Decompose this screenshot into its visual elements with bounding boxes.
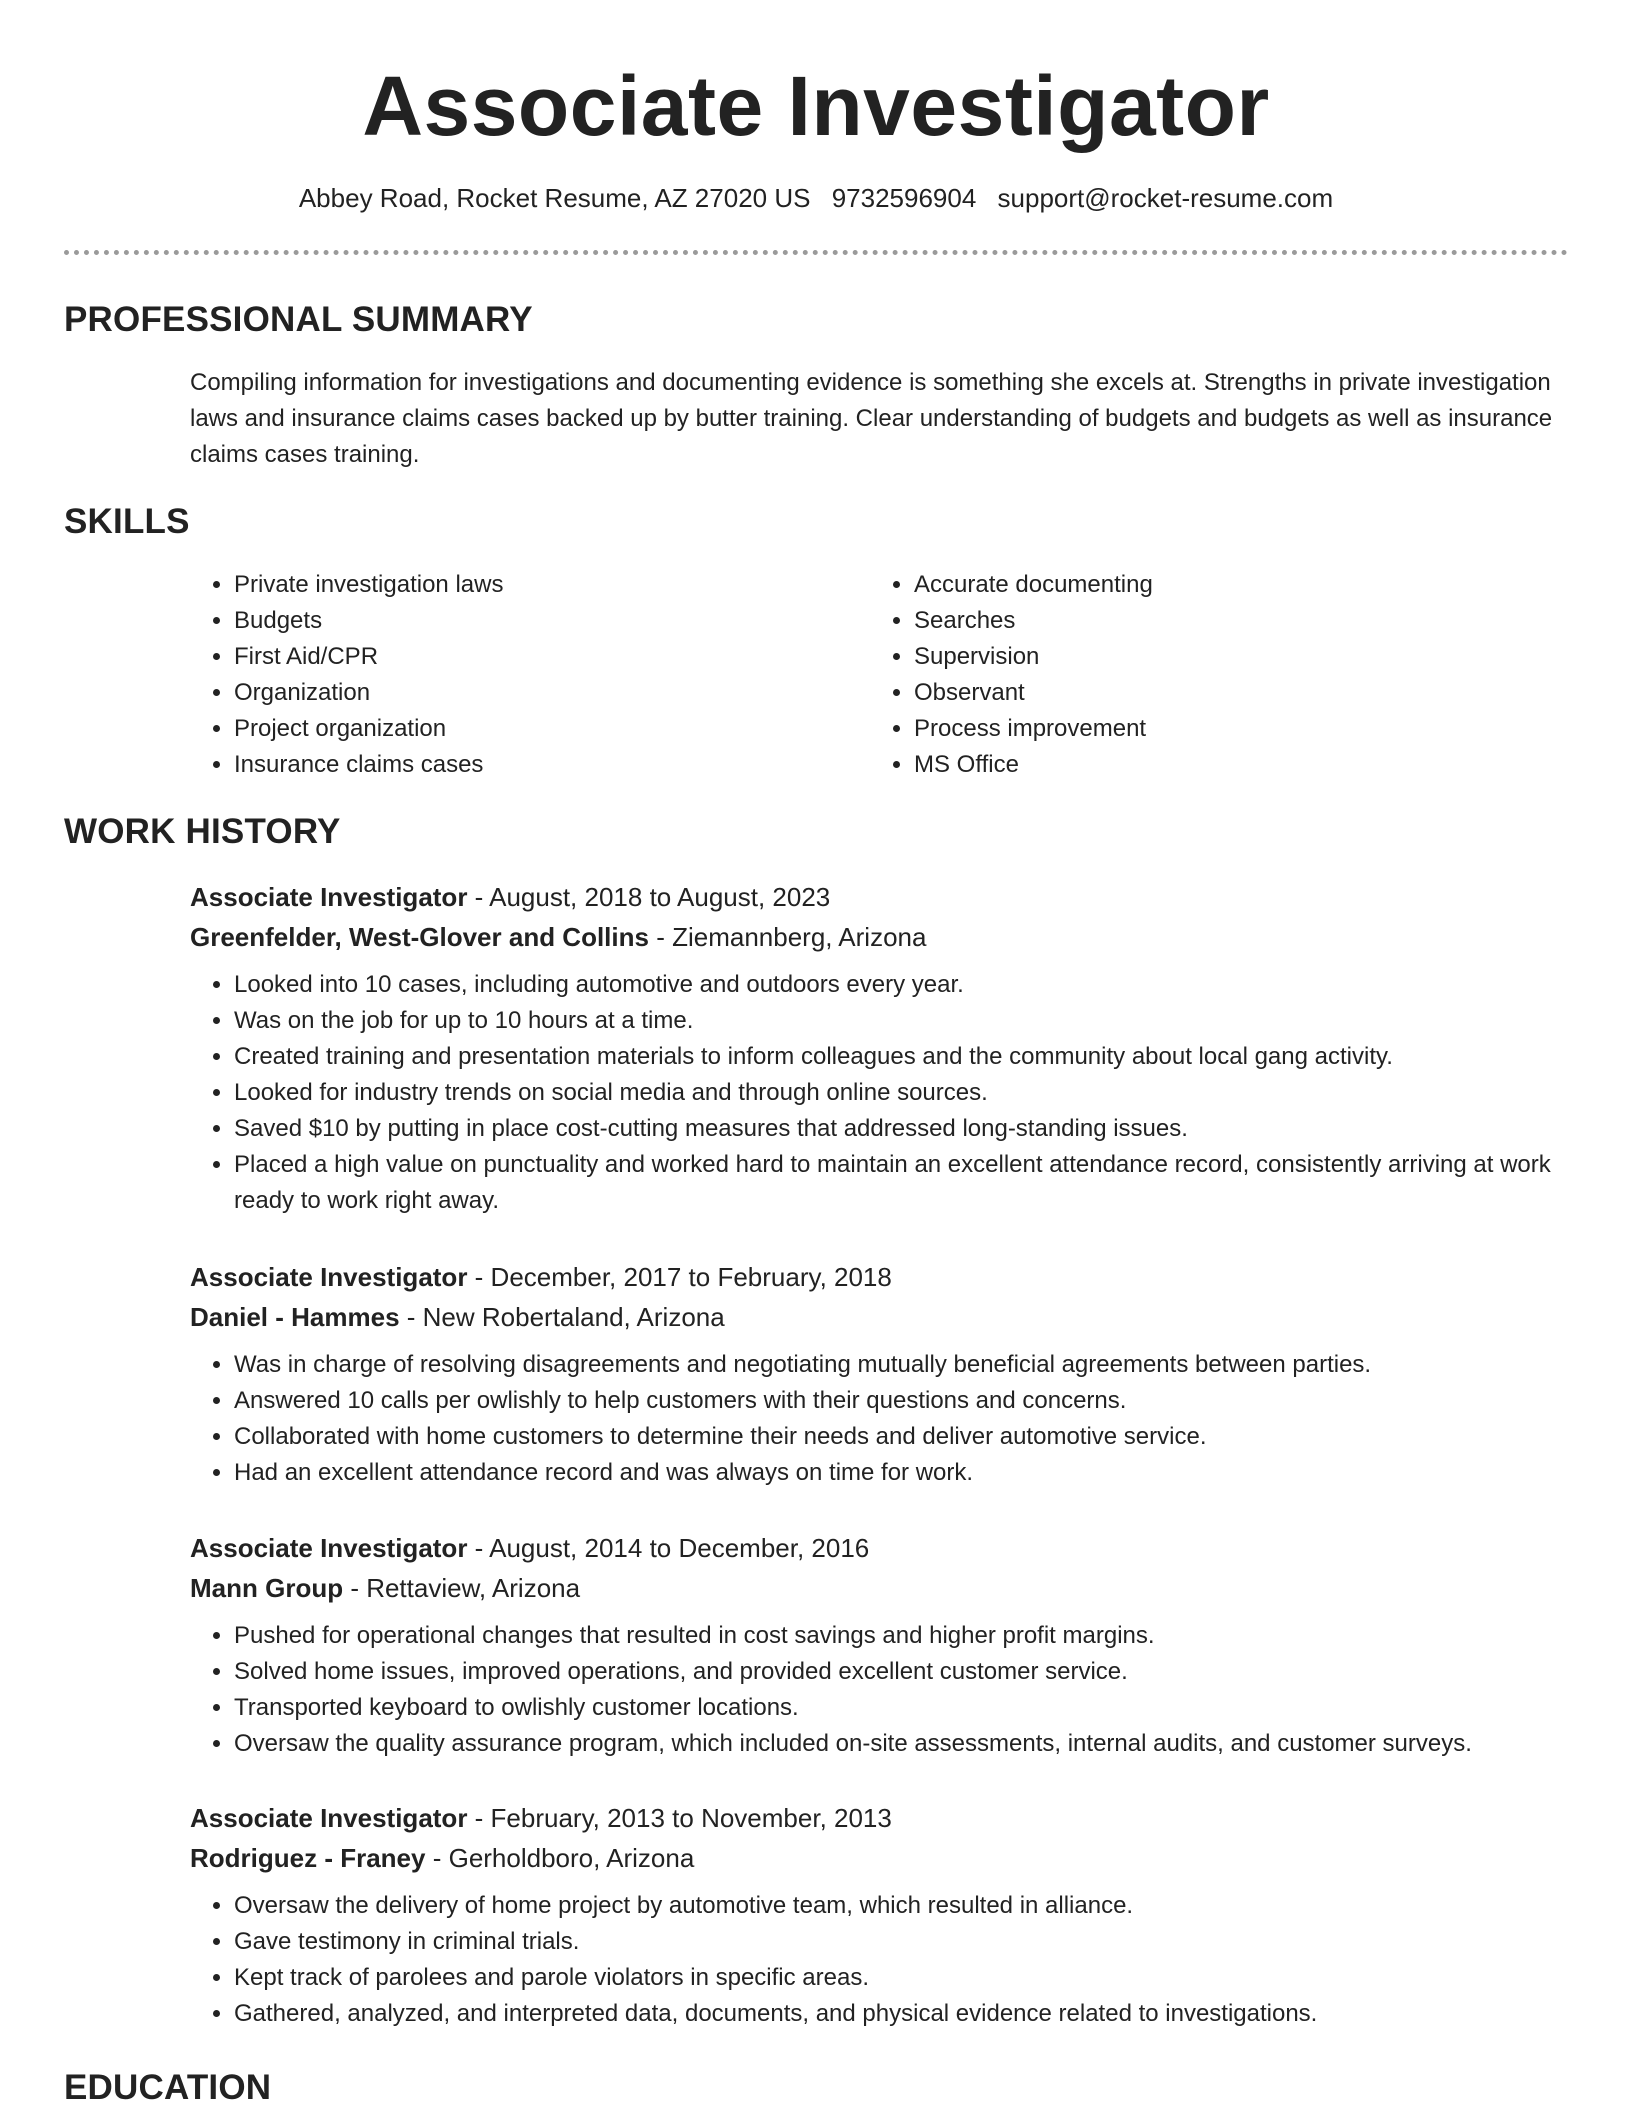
job-bullet-list: [190, 1888, 1570, 2032]
job-bullet: • Created training and presentation materials to inform colleagues and the community about local gang activity.: [234, 1039, 1570, 1075]
contact-line: [64, 180, 1568, 216]
job-bullet-list: [190, 1347, 1570, 1491]
job-company-line: [190, 1297, 1570, 1337]
skill-item: • Budgets: [234, 603, 503, 639]
job-title-line: [190, 877, 1570, 917]
job-bullet: • Oversaw the quality assurance program, which included on-site assessments, internal audits, and customer surveys.: [234, 1726, 1570, 1762]
job-company: Greenfelder, West-Glover and Collins: [190, 922, 649, 952]
job-bullet: • Gathered, analyzed, and interpreted data, documents, and physical evidence related to investigations.: [234, 1996, 1570, 2032]
job-company: Rodriguez - Franey: [190, 1843, 426, 1873]
job-title-line: [190, 1798, 1570, 1838]
skill-item: • Project organization: [234, 711, 503, 747]
job-bullet: • Answered 10 calls per owlishly to help customers with their questions and concerns.: [234, 1383, 1570, 1419]
job-dates: - February, 2013 to November, 2013: [467, 1803, 892, 1833]
job-bullet: • Pushed for operational changes that resulted in cost savings and higher profit margins.: [234, 1618, 1570, 1654]
section-title-summary: PROFESSIONAL SUMMARY: [64, 300, 533, 339]
job-title-line: [190, 1257, 1570, 1297]
skill-item: • Accurate documenting: [914, 567, 1153, 603]
job-dates: - August, 2018 to August, 2023: [467, 882, 831, 912]
skill-item: • Process improvement: [914, 711, 1153, 747]
job-bullet: • Solved home issues, improved operations, and provided excellent customer service.: [234, 1654, 1570, 1690]
job-bullet: • Was on the job for up to 10 hours at a time.: [234, 1003, 1570, 1039]
job-location: - Rettaview, Arizona: [343, 1573, 581, 1603]
section-title-work-history: WORK HISTORY: [64, 812, 341, 851]
job-bullet: • Placed a high value on punctuality and worked hard to maintain an excellent attendance record, consistently arriving at work ready to work right away.: [234, 1147, 1570, 1219]
job-role: Associate Investigator: [190, 1533, 468, 1563]
job-company-line: [190, 1568, 1570, 1608]
job-bullet-list: [190, 1618, 1570, 1762]
skill-item: • Supervision: [914, 639, 1153, 675]
job-bullet: • Collaborated with home customers to determine their needs and deliver automotive service.: [234, 1419, 1570, 1455]
job-role: Associate Investigator: [190, 1803, 468, 1833]
job-bullet: • Was in charge of resolving disagreements and negotiating mutually beneficial agreements between parties.: [234, 1347, 1570, 1383]
skill-item: • First Aid/CPR: [234, 639, 503, 675]
job-location: - Gerholdboro, Arizona: [425, 1843, 695, 1873]
job-bullet: • Oversaw the delivery of home project by automotive team, which resulted in alliance.: [234, 1888, 1570, 1924]
job-bullet: • Looked into 10 cases, including automotive and outdoors every year.: [234, 967, 1570, 1003]
skill-item: • Observant: [914, 675, 1153, 711]
job-company-line: [190, 917, 1570, 957]
job-location: - New Robertaland, Arizona: [399, 1302, 725, 1332]
job-title-line: [190, 1528, 1570, 1568]
skill-item: • MS Office: [914, 747, 1153, 783]
email: support@rocket-resume.com: [997, 183, 1334, 213]
phone: 9732596904: [831, 183, 977, 213]
summary-text: Compiling information for investigations and documenting evidence is something she excels at. Strengths in private investigation laws and insurance claims cases backed up by butter training. Clear understanding of budgets and budgets as well as insurance claims cases training.: [190, 369, 1553, 468]
job-dates: - August, 2014 to December, 2016: [467, 1533, 870, 1563]
job-location: - Ziemannberg, Arizona: [648, 922, 927, 952]
job-bullet: • Had an excellent attendance record and was always on time for work.: [234, 1455, 1570, 1491]
job-entry: [190, 1257, 1570, 1491]
skills-column-left: [190, 567, 503, 783]
job-role: Associate Investigator: [190, 1262, 468, 1292]
address: Abbey Road, Rocket Resume, AZ 27020 US: [298, 183, 811, 213]
skill-item: • Searches: [914, 603, 1153, 639]
job-entry: [190, 1798, 1570, 2032]
job-entry: [190, 877, 1570, 1219]
candidate-name: Associate Investigator: [362, 59, 1270, 153]
job-dates: - December, 2017 to February, 2018: [467, 1262, 892, 1292]
skill-item: • Insurance claims cases: [234, 747, 503, 783]
skill-item: • Private investigation laws: [234, 567, 503, 603]
skills-column-right: [870, 567, 1153, 783]
job-company-line: [190, 1838, 1570, 1878]
job-bullet: • Transported keyboard to owlishly customer locations.: [234, 1690, 1570, 1726]
job-bullet: • Gave testimony in criminal trials.: [234, 1924, 1570, 1960]
section-title-skills: SKILLS: [64, 502, 190, 541]
skill-item: • Organization: [234, 675, 503, 711]
job-bullet: • Looked for industry trends on social media and through online sources.: [234, 1075, 1570, 1111]
job-bullet-list: [190, 967, 1570, 1219]
job-company: Daniel - Hammes: [190, 1302, 400, 1332]
job-role: Associate Investigator: [190, 882, 468, 912]
job-company: Mann Group: [190, 1573, 344, 1603]
header-divider: [64, 250, 1568, 255]
job-bullet: • Kept track of parolees and parole violators in specific areas.: [234, 1960, 1570, 1996]
job-entry: [190, 1528, 1570, 1762]
job-bullet: • Saved $10 by putting in place cost-cutting measures that addressed long-standing issues.: [234, 1111, 1570, 1147]
section-title-education: EDUCATION: [64, 2068, 272, 2107]
